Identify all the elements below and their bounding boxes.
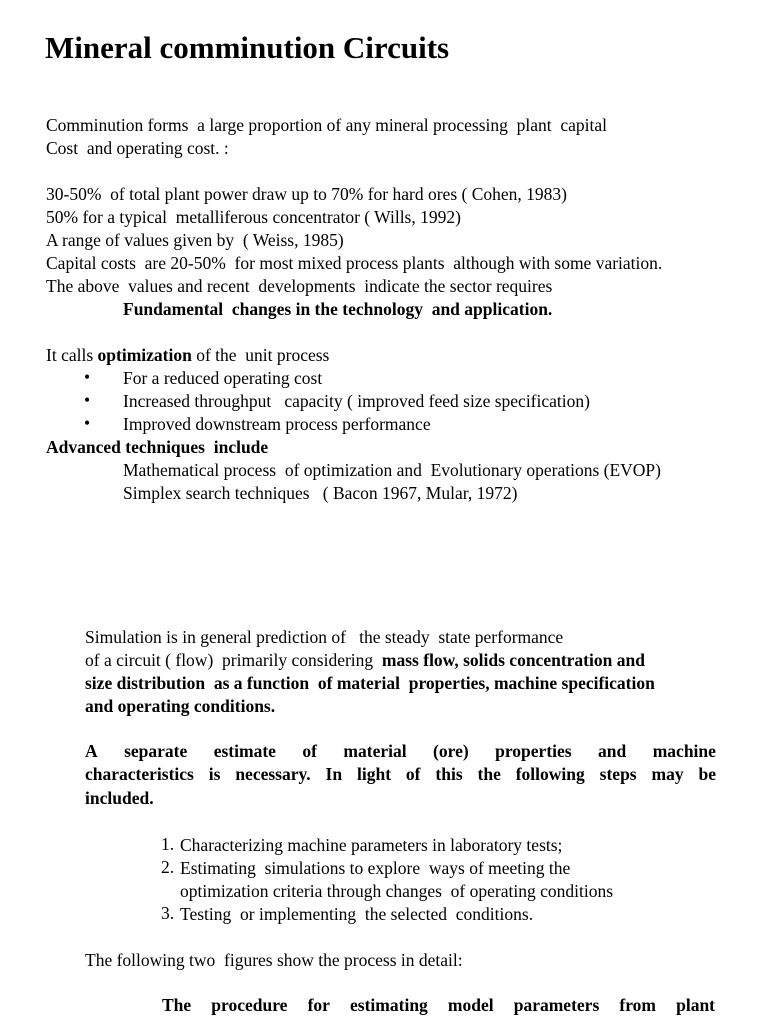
optimization-line: [46, 344, 329, 367]
word: is: [208, 764, 221, 784]
fact-line: 50% for a typical metalliferous concentrator ( Wills, 1992): [46, 207, 461, 227]
step-number: 2.: [161, 857, 175, 877]
word: necessary.: [235, 764, 311, 784]
fact-line: Capital costs are 20-50% for most mixed process plants although with some variation.: [46, 253, 663, 273]
procedure-heading: [162, 995, 715, 1016]
word: In: [325, 764, 343, 784]
word: of: [405, 764, 421, 784]
list-item: For a reduced operating cost: [123, 368, 323, 388]
bullet-icon: •: [84, 413, 91, 433]
simulation-line-2-bold: mass flow, solids concentration and: [381, 650, 645, 670]
word: this: [435, 764, 463, 784]
simulation-line-4: and operating conditions.: [85, 696, 276, 716]
word: light: [356, 764, 392, 784]
word: properties: [495, 741, 572, 761]
step-text: Testing or implementing the selected conditions.: [180, 904, 534, 924]
word: for: [307, 995, 330, 1015]
fact-line: A range of values given by ( Weiss, 1985): [46, 230, 344, 250]
separate-line-2: [85, 764, 716, 785]
step-text: Estimating simulations to explore ways of meeting the: [180, 858, 571, 878]
simulation-line-2-plain: of a circuit ( flow) primarily considering: [85, 650, 382, 670]
word: the: [477, 764, 501, 784]
optimization-prefix: It calls: [46, 345, 98, 365]
advanced-item: Simplex search techniques ( Bacon 1967, Mular, 1972): [123, 483, 518, 503]
separate-line-3: included.: [85, 788, 154, 808]
separate-line-1: [85, 741, 716, 762]
word: may: [651, 764, 684, 784]
word: procedure: [211, 995, 288, 1015]
figures-intro: The following two figures show the process in detail:: [85, 950, 463, 970]
advanced-heading: Advanced techniques include: [46, 437, 269, 457]
list-item: Improved downstream process performance: [123, 414, 431, 434]
word: A: [85, 741, 98, 761]
intro-line-2: Cost and operating cost. :: [46, 138, 229, 158]
word: parameters: [513, 995, 600, 1015]
word: material: [343, 741, 407, 761]
word: from: [619, 995, 656, 1015]
word: estimating: [350, 995, 428, 1015]
word: plant: [676, 995, 715, 1015]
simulation-line-1: Simulation is in general prediction of the steady state performance: [85, 627, 564, 647]
page-title: Mineral comminution Circuits: [45, 30, 450, 65]
word: separate: [124, 741, 188, 761]
word: estimate: [213, 741, 276, 761]
step-number: 1.: [161, 834, 175, 854]
word: The: [162, 995, 192, 1015]
list-item: Increased throughput capacity ( improved feed size specification): [123, 391, 590, 411]
optimization-suffix: of the unit process: [191, 345, 330, 365]
bullet-icon: •: [84, 390, 91, 410]
intro-line-1: Comminution forms a large proportion of any mineral processing plant capital: [46, 115, 608, 135]
word: machine: [652, 741, 716, 761]
step-text: Characterizing machine parameters in laboratory tests;: [180, 835, 563, 855]
word: be: [698, 764, 716, 784]
fact-line: The above values and recent developments indicate the sector requires: [46, 276, 553, 296]
word: steps: [599, 764, 637, 784]
step-text-continued: optimization criteria through changes of operating conditions: [180, 881, 614, 901]
fundamental-changes-text: Fundamental changes in the technology and application.: [123, 299, 553, 319]
word: characteristics: [85, 764, 194, 784]
bullet-icon: •: [84, 367, 91, 387]
word: of: [302, 741, 317, 761]
simulation-line-2: [85, 649, 645, 672]
word: and: [598, 741, 627, 761]
simulation-line-3: size distribution as a function of material properties, machine specification: [85, 673, 655, 693]
advanced-item: Mathematical process of optimization and Evolutionary operations (EVOP): [123, 460, 661, 480]
word: (ore): [433, 741, 469, 761]
step-number: 3.: [161, 903, 175, 923]
fact-line: 30-50% of total plant power draw up to 70% for hard ores ( Cohen, 1983): [46, 184, 567, 204]
word: model: [447, 995, 494, 1015]
optimization-bold: optimization: [97, 345, 192, 365]
word: following: [515, 764, 585, 784]
